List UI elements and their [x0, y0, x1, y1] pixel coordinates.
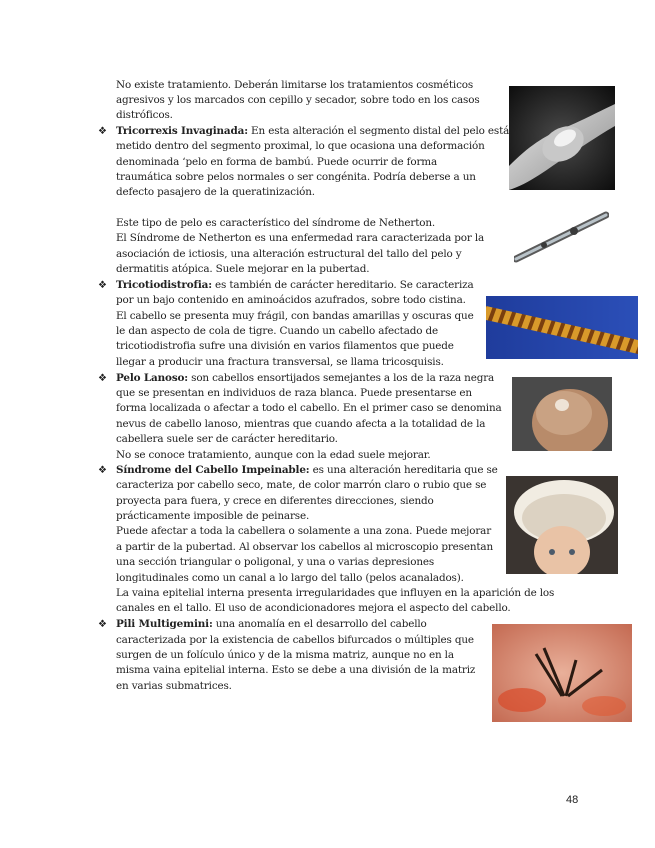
impeinable-line-6: una sección triangular o poligonal, y una o varias depresiones [116, 556, 435, 568]
photo-image-woolly-hair [512, 377, 612, 451]
lanoso-line-3: nevus de cabello lanoso, mientras que cuando afecta a la totalidad de la [116, 418, 486, 430]
impeinable-line-3: prácticamente imposible de peinarse. [116, 510, 310, 522]
multigemini-line-2: surgen de un folículo único y de la misma matriz, aunque no en la [116, 649, 454, 661]
tricorrexis-line-3: traumática sobre pelos normales o ser congénita. Podría deberse a un [116, 171, 476, 183]
multigemini-heading-line [116, 617, 427, 632]
impeinable-first-line: es una alteración hereditaria que se [309, 464, 498, 476]
impeinable-line-5: a partir de la pubertad. Al observar los cabellos al microscopio presentan [116, 541, 494, 553]
micrograph-image-tiger-tail-hair [486, 296, 638, 359]
impeinable-line-7: longitudinales como un canal a lo largo del tallo (pelos acanalados). [116, 572, 464, 584]
impeinable-line-1: caracteriza por cabello seco, mate, de color marrón claro o rubio que se [116, 479, 487, 491]
tricotiodistrofia-title: Tricotiodistrofia: [116, 279, 212, 291]
tricotiodistrofia-heading-line [116, 278, 473, 293]
tricorrexis-line-4: defecto pasajero de la queratinización. [116, 186, 315, 198]
multigemini-line-3: misma vaina epitelial interna. Esto se debe a una división de la matriz [116, 664, 476, 676]
netherton-line-4: dermatitis atópica. Suele mejorar en la pubertad. [116, 263, 370, 275]
tricorrexis-title: Tricorrexis Invaginada: [116, 125, 248, 137]
bullet-icon: ❖ [98, 373, 107, 384]
impeinable-line-4: Puede afectar a toda la cabellera o solamente a una zona. Puede mejorar [116, 525, 492, 537]
bullet-icon: ❖ [98, 619, 107, 630]
netherton-line-2: El Síndrome de Netherton es una enfermedad rara caracterizada por la [116, 232, 485, 244]
lanoso-line-5: No se conoce tratamiento, aunque con la edad suele mejorar. [116, 449, 431, 461]
lanoso-title: Pelo Lanoso: [116, 372, 188, 384]
tricotiodistrofia-line-3: le dan aspecto de cola de tigre. Cuando un cabello afectado de [116, 325, 439, 337]
tricotiodistrofia-first-line: es también de carácter hereditario. Se caracteriza [211, 279, 474, 291]
tricotiodistrofia-line-5: llegar a producir una fractura transversal, se llama tricosquisis. [116, 356, 444, 368]
lanoso-heading-line [116, 371, 494, 386]
tricotiodistrofia-line-4: tricotiodistrofia sufre una división en varios filamentos que puede [116, 340, 454, 352]
micrograph-image-bamboo-hair [514, 207, 609, 267]
bullet-icon: ❖ [98, 126, 107, 137]
intro-line-1: No existe tratamiento. Deberán limitarse los tratamientos cosméticos [116, 79, 474, 91]
lanoso-line-2: forma localizada o afectar a todo el cabello. En el primer caso se denomina [116, 402, 502, 414]
impeinable-line-2: proyecta para fuera, y crece en diferentes direcciones, siendo [116, 495, 434, 507]
tricorrexis-line-1: metido dentro del segmento proximal, lo que ocasiona una deformación [116, 140, 485, 152]
intro-line-2: agresivos y los marcados con cepillo y secador, sobre todo en los casos [116, 94, 480, 106]
impeinable-title: Síndrome del Cabello Impeinable: [116, 464, 310, 476]
tricotiodistrofia-line-2: El cabello se presenta muy frágil, con bandas amarillas y oscuras que [116, 310, 474, 322]
bullet-icon: ❖ [98, 280, 107, 291]
lanoso-line-4: cabellera suele ser de carácter hereditario. [116, 433, 338, 445]
multigemini-line-1: caracterizada por la existencia de cabellos bifurcados o múltiples que [116, 634, 474, 646]
multigemini-first-line: una anomalía en el desarrollo del cabello [212, 618, 427, 630]
tricorrexis-heading-line [116, 124, 509, 139]
photo-image-uncombable-hair [506, 476, 618, 574]
multigemini-line-4: en varias submatrices. [116, 680, 232, 692]
tricotiodistrofia-line-1: por un bajo contenido en aminoácidos azufrados, sobre todo cistina. [116, 294, 466, 306]
lanoso-line-1: que se presentan en individuos de raza blanca. Puede presentarse en [116, 387, 472, 399]
netherton-line-3: asociación de ictiosis, una alteración estructural del tallo del pelo y [116, 248, 462, 260]
impeinable-line-9: canales en el tallo. El uso de acondicionadores mejora el aspecto del cabello. [116, 602, 511, 614]
bullet-icon: ❖ [98, 465, 107, 476]
multigemini-title: Pili Multigemini: [116, 618, 213, 630]
micrograph-image-tricorrexis [509, 86, 615, 190]
netherton-line-1: Este tipo de pelo es característico del síndrome de Netherton. [116, 217, 436, 229]
photo-image-pili-multigemini [492, 624, 632, 722]
intro-line-3: distróficos. [116, 109, 173, 121]
tricorrexis-line-2: denominada ‘pelo en forma de bambú. Puede ocurrir de forma [116, 156, 438, 168]
tricorrexis-first-line: En esta alteración el segmento distal del pelo está [247, 125, 510, 137]
lanoso-first-line: son cabellos ensortijados semejantes a los de la raza negra [187, 372, 495, 384]
impeinable-line-8: La vaina epitelial interna presenta irregularidades que influyen en la aparición de los [116, 587, 555, 599]
impeinable-heading-line [116, 463, 498, 478]
page-number: 48 [566, 794, 579, 806]
